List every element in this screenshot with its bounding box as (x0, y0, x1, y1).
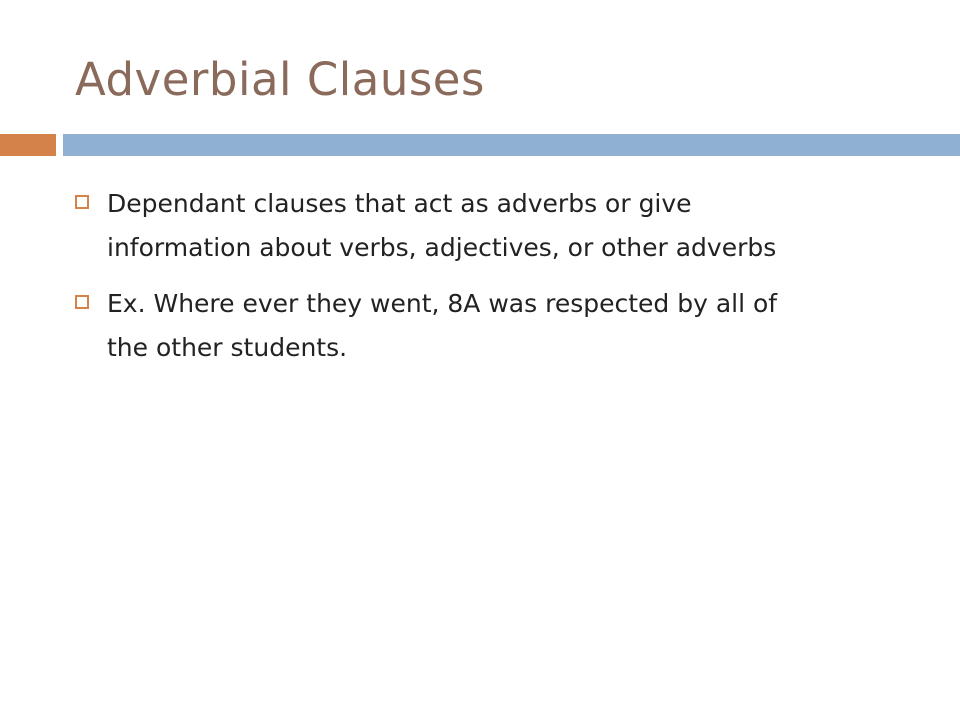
bullet-item (75, 182, 815, 270)
bullet-list (75, 182, 815, 382)
bullet-item (75, 282, 815, 370)
title-divider-bar (63, 134, 960, 156)
bullet-text: Dependant clauses that act as adverbs or give information about verbs, adjectives, or other adverbs (107, 189, 777, 262)
slide-title: Adverbial Clauses (75, 53, 485, 106)
title-accent-bar (0, 134, 56, 156)
hollow-square-bullet-icon (75, 295, 89, 309)
hollow-square-bullet-icon (75, 195, 89, 209)
bullet-text: Ex. Where ever they went, 8A was respected by all of the other students. (107, 289, 778, 362)
